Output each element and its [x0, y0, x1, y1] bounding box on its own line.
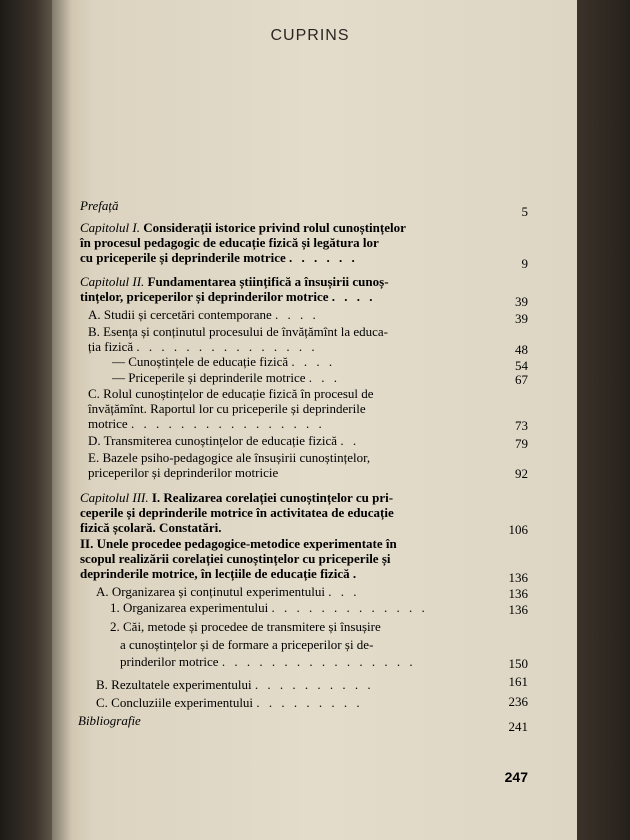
toc-entry-line: fizică școlară. Constatări.	[80, 520, 222, 535]
toc-entry-chapter-1: Capitolul I. Considerații istorice privind rolul cunoștințelor	[80, 220, 406, 235]
toc-page-number: 5	[521, 204, 528, 219]
toc-entry-line: ția fizică . . . . . . . . . . . . . . .	[88, 339, 318, 354]
toc-entry-subsection: — Priceperile și deprinderile motrice . . .	[112, 370, 340, 385]
toc-page-number: 236	[508, 694, 528, 709]
toc-entry-chapter-2: Capitolul II. Fundamentarea științifică a însușirii cunoș-	[80, 274, 389, 289]
book-spine-shadow	[0, 0, 58, 840]
toc-entry-line: motrice . . . . . . . . . . . . . . . .	[88, 416, 325, 431]
toc-entry-bibliografie: Bibliografie	[78, 713, 141, 728]
toc-entry-line: ceperile și deprinderile motrice în activitatea de educație	[80, 505, 394, 520]
toc-page-number: 150	[508, 656, 528, 671]
toc-entry-subsection: 2. Căi, metode și procedee de transmitere și însușire	[110, 619, 381, 634]
toc-page-number: 241	[508, 719, 528, 734]
toc-entry-section-b: B. Rezultatele experimentului . . . . . . . . . .	[96, 677, 374, 692]
toc-page-number: 136	[508, 602, 528, 617]
toc-page-number: 161	[508, 674, 528, 689]
toc-page-number: 54	[515, 358, 528, 373]
toc-entry-line: a cunoștințelor și de formare a priceperilor și de-	[120, 637, 374, 652]
page-gutter-shadow	[52, 0, 72, 840]
toc-entry-subsection: — Cunoștințele de educație fizică . . . .	[112, 354, 336, 369]
toc-entry-prefata: Prefață	[80, 198, 119, 213]
page-number-folio: 247	[504, 769, 528, 785]
toc-entry-line: deprinderile motrice, în lecțiile de educație fizică .	[80, 566, 360, 581]
toc-page-number: 48	[515, 342, 528, 357]
toc-page-number: 106	[508, 522, 528, 537]
toc-entry-section-a: A. Organizarea și conținutul experimentului . . .	[96, 584, 360, 599]
toc-entry-section-d: D. Transmiterea cunoștințelor de educație fizică . .	[88, 433, 360, 448]
toc-page-number: 136	[508, 570, 528, 585]
toc-entry-chapter-3: Capitolul III. I. Realizarea corelației cunoștințelor cu pri-	[80, 490, 394, 505]
toc-entry-section-e: E. Bazele psiho-pedagogice ale însușirii cunoștințelor,	[88, 450, 371, 465]
toc-entry-section-a: A. Studii și cercetări contemporane . . . .	[88, 307, 319, 322]
toc-entry-section-c: C. Rolul cunoștințelor de educație fizică în procesul de	[88, 386, 374, 401]
toc-entry-section-c: C. Concluziile experimentului . . . . . . . . .	[96, 695, 363, 710]
toc-page-number: 73	[515, 418, 528, 433]
toc-page-number: 79	[515, 436, 528, 451]
toc-page-number: 39	[515, 311, 528, 326]
toc-page-number: 92	[515, 466, 528, 481]
toc-entry-line: priceperilor și deprinderilor motricie	[88, 465, 279, 480]
toc-entry-line: învățămînt. Raportul lor cu priceperile și deprinderile	[88, 401, 366, 416]
page-title: CUPRINS	[270, 27, 350, 44]
toc-entry-line: în procesul pedagogic de educație fizică și legătura lor	[80, 235, 379, 250]
toc-entry-line: scopul realizării corelației cunoștințelor cu priceperile și	[80, 551, 391, 566]
toc-entry-subsection: 1. Organizarea experimentului . . . . . . . . . . . . .	[110, 600, 428, 615]
toc-page-number: 67	[515, 372, 528, 387]
toc-entry-line: cu priceperile și deprinderile motrice . . . . . .	[80, 250, 358, 265]
toc-entry-part-2: II. Unele procedee pedagogice-metodice experimentate în	[80, 536, 397, 551]
toc-page-number: 9	[521, 256, 528, 271]
background-edge	[577, 0, 630, 840]
toc-page-number: 39	[515, 294, 528, 309]
toc-entry-line: tințelor, priceperilor și deprinderilor motrice . . . .	[80, 289, 376, 304]
toc-entry-line: prinderilor motrice . . . . . . . . . . . . . . . .	[120, 654, 416, 669]
toc-entry-section-b: B. Esența și conținutul procesului de învățămînt la educa-	[88, 324, 389, 339]
toc-page-number: 136	[508, 586, 528, 601]
